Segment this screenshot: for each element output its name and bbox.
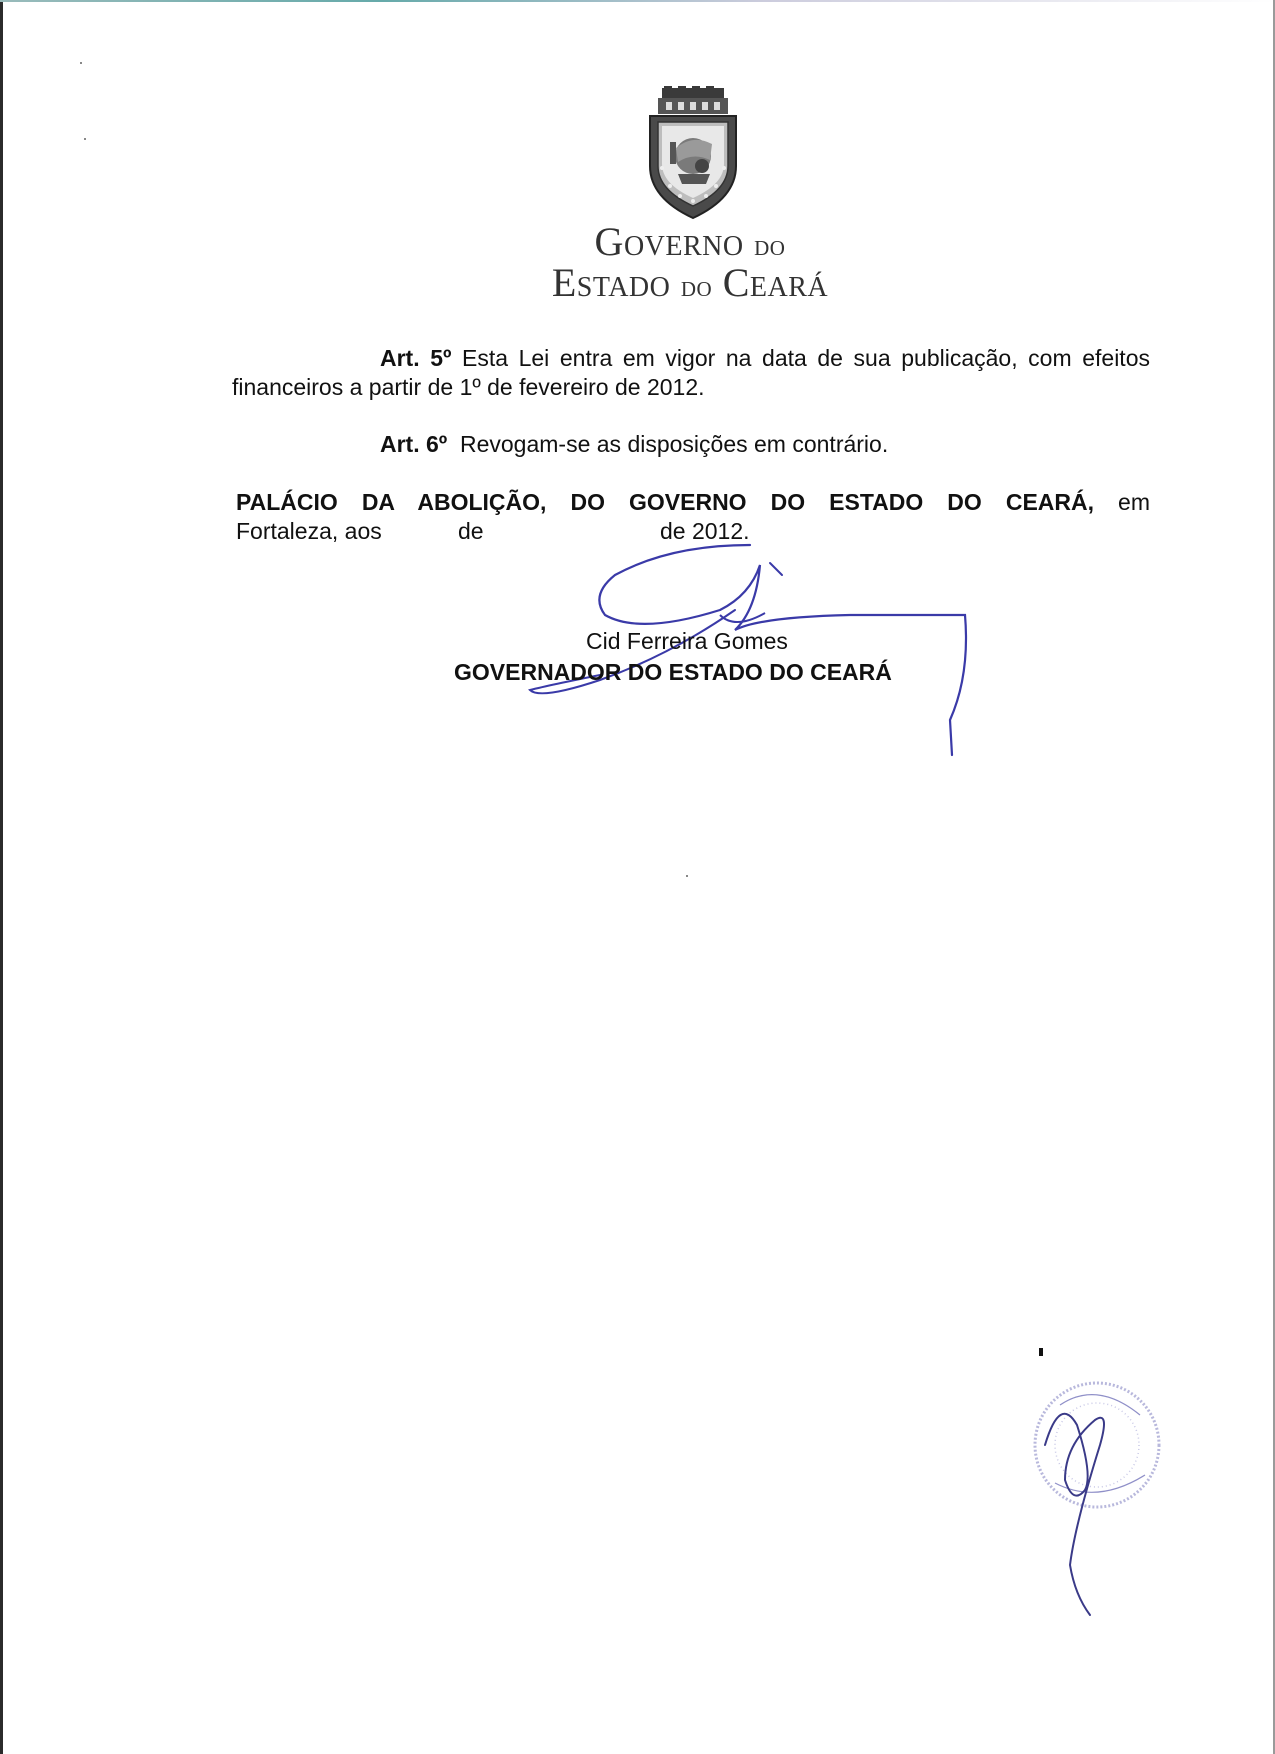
title-l2-big1: E (551, 259, 577, 305)
title-l2-small2: eará (749, 259, 829, 305)
title-l1-do: do (754, 229, 786, 262)
title-l1-big: G (594, 219, 624, 264)
article-6-text: Revogam-se as disposições em contrário. (447, 431, 889, 457)
scan-edge-left (0, 0, 3, 1754)
scan-mark (84, 138, 86, 140)
title-l1-small: overno (623, 219, 744, 264)
title-l2-do: do (680, 269, 713, 303)
scan-edge-top (0, 0, 1275, 2)
title-l2-small1: stado (576, 259, 671, 305)
government-title (500, 219, 880, 305)
date-line-part3: de 2012. (660, 518, 750, 544)
scan-mark (686, 875, 688, 877)
signer-role: GOVERNADOR DO ESTADO DO CEARÁ (454, 659, 892, 685)
scan-mark (80, 62, 82, 64)
palacio-tail: em (1094, 489, 1151, 515)
ceara-coat-of-arms-icon (640, 86, 746, 222)
palacio-bold: PALÁCIO DA ABOLIÇÃO, DO GOVERNO DO ESTADO DO CEARÁ, (236, 489, 1095, 515)
date-line-part1: Fortaleza, aos (236, 518, 382, 544)
title-line-1 (500, 219, 880, 264)
title-l2-big2: C (722, 259, 750, 305)
article-5-text: Esta Lei entra em vigor na data de sua publicação, com efeitos financeiros a partir de 1º de fevereiro de 2012. (232, 345, 1150, 400)
signer-name: Cid Ferreira Gomes (586, 628, 788, 654)
article-5 (232, 344, 1150, 402)
article-5-label: Art. 5º (380, 345, 452, 371)
procuradoria-stamp-icon (1015, 1365, 1180, 1625)
date-line-part2: de (458, 518, 484, 544)
article-6 (380, 430, 888, 459)
title-line-2 (500, 259, 880, 305)
ink-speck (1039, 1348, 1043, 1356)
palacio-line (236, 488, 1150, 517)
article-6-label: Art. 6º (380, 431, 448, 457)
